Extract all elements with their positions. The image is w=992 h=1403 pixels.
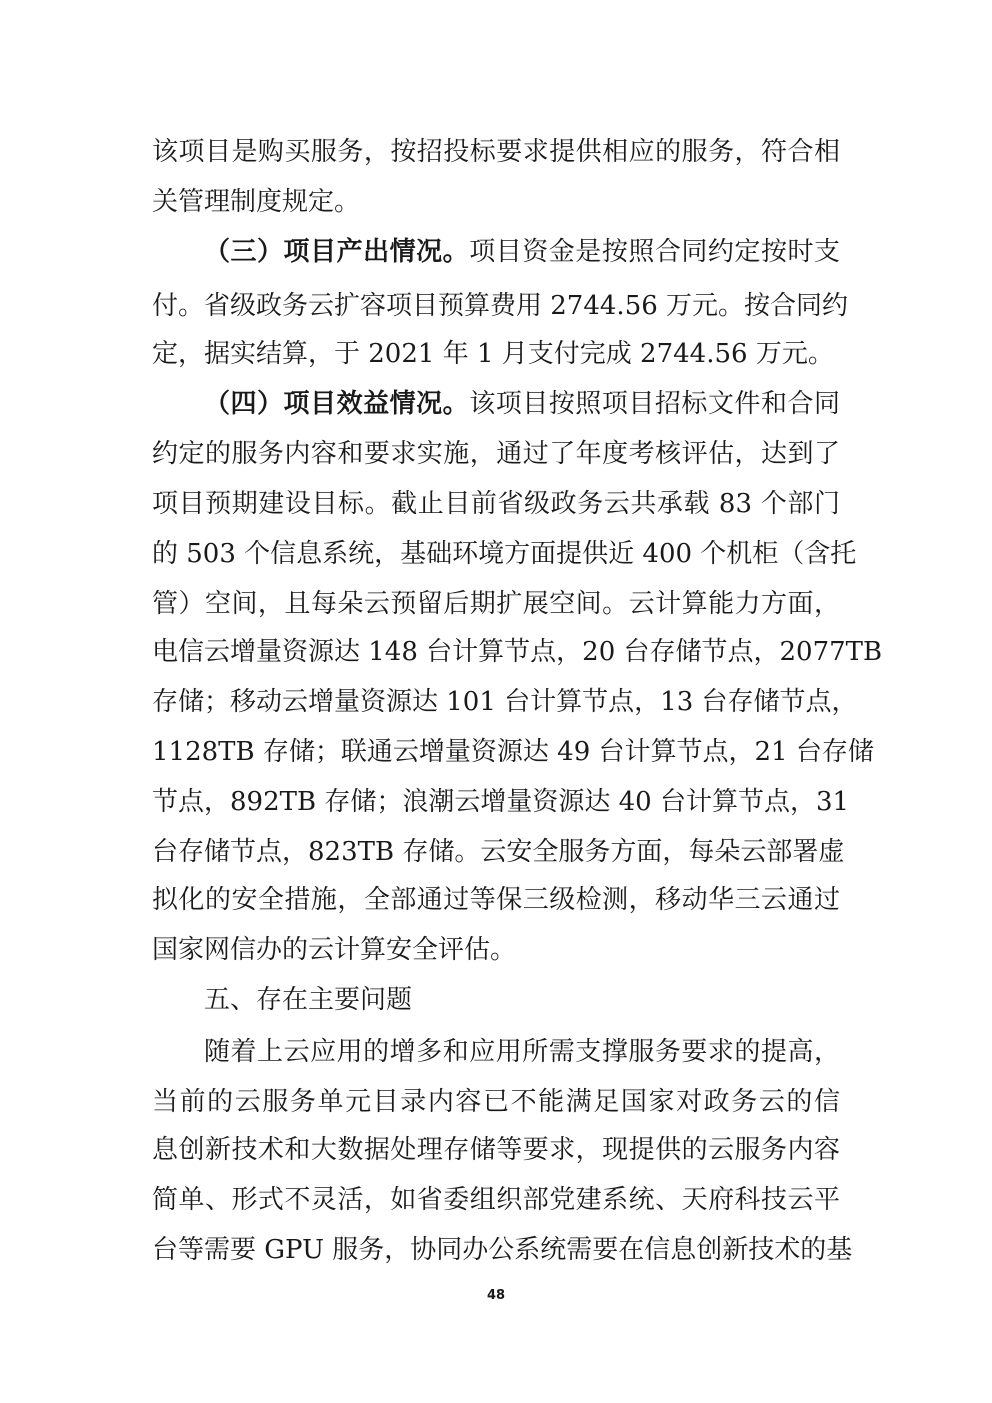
paragraph-line: 的 503 个信息系统，基础环境方面提供近 400 个机柜（含托	[152, 539, 857, 569]
paragraph-line: 定，据实结算，于 2021 年 1 月支付完成 2744.56 万元。	[152, 339, 834, 369]
paragraph-line: 国家网信办的云计算安全评估。	[152, 935, 517, 965]
paragraph-line: 1128TB 存储；联通云增量资源达 49 台计算节点，21 台存储	[152, 737, 874, 767]
paragraph-line: 台存储节点，823TB 存储。云安全服务方面，每朵云部署虚	[152, 837, 845, 867]
section-subheading: （四）项目效益情况。	[204, 389, 470, 419]
paragraph-line: 简单、形式不灵活，如省委组织部党建系统、天府科技云平	[152, 1185, 840, 1215]
paragraph-line: 关管理制度规定。	[152, 187, 361, 217]
paragraph-line: 该项目是购买服务，按招投标要求提供相应的服务，符合相	[152, 137, 840, 167]
paragraph-text: 项目资金是按照合同约定按时支	[469, 237, 840, 267]
paragraph-line-heading	[204, 236, 840, 268]
section-subheading: （三）项目产出情况。	[204, 237, 470, 267]
page-number: 48	[486, 1288, 506, 1303]
paragraph-line: 当前的云服务单元目录内容已不能满足国家对政务云的信	[152, 1087, 840, 1117]
paragraph-line: 存储；移动云增量资源达 101 台计算节点，13 台存储节点，	[152, 687, 858, 717]
paragraph-line: 息创新技术和大数据处理存储等要求，现提供的云服务内容	[152, 1135, 840, 1165]
paragraph-line: 拟化的安全措施，全部通过等保三级检测，移动华三云通过	[152, 885, 840, 915]
paragraph-line-heading	[204, 388, 840, 420]
paragraph-line: 随着上云应用的增多和应用所需支撑服务要求的提高，	[204, 1037, 840, 1067]
paragraph-line: 电信云增量资源达 148 台计算节点，20 台存储节点，2077TB	[152, 637, 883, 667]
paragraph-line: 约定的服务内容和要求实施，通过了年度考核评估，达到了	[152, 439, 840, 469]
section-heading: 五、存在主要问题	[204, 985, 413, 1015]
paragraph-line: 付。省级政务云扩容项目预算费用 2744.56 万元。按合同约	[152, 291, 849, 321]
paragraph-line: 台等需要 GPU 服务，协同办公系统需要在信息创新技术的基	[152, 1235, 853, 1265]
paragraph-line: 节点，892TB 存储；浪潮云增量资源达 40 台计算节点，31	[152, 787, 850, 817]
paragraph-text: 该项目按照项目招标文件和合同	[469, 389, 840, 419]
paragraph-line: 管）空间，且每朵云预留后期扩展空间。云计算能力方面，	[152, 589, 840, 619]
paragraph-line: 项目预期建设目标。截止目前省级政务云共承载 83 个部门	[152, 489, 840, 519]
